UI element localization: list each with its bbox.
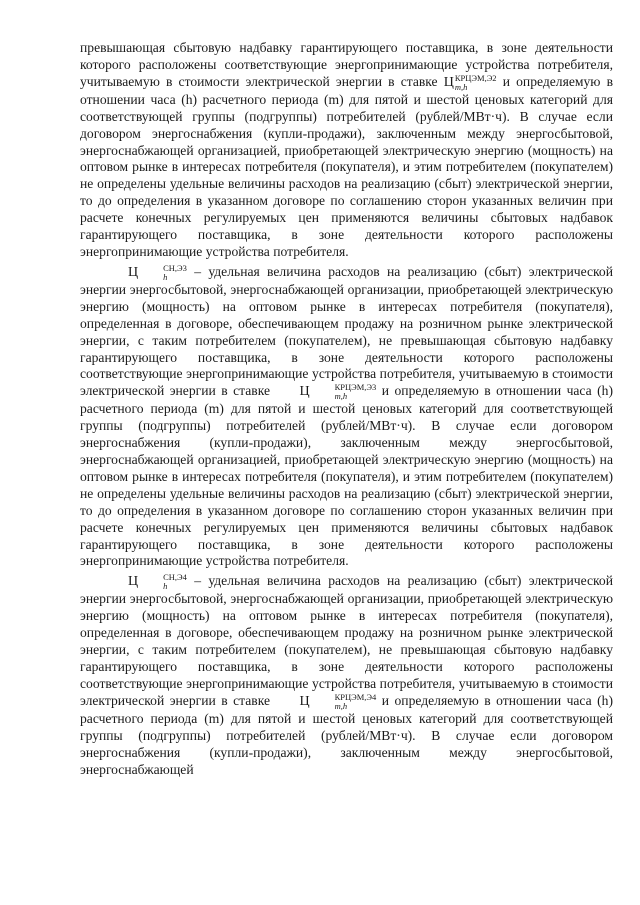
paragraph-1-text-a: превышающая сбытовую надбавку гарантирующего поставщика, в зоне деятельности которого расположены соответствующие энергопринимающие устройства потребителя, учитываемую в стоимости электрической энергии в ставке — [80, 40, 613, 89]
price-symbol-krcem-e3: Ц КРЦЭМ,Э3 m,h — [299, 382, 377, 402]
price-symbol-sn-e4: Ц СН,Э4 h — [128, 572, 187, 592]
paragraph-3 — [80, 573, 613, 778]
paragraph-1-text-b: и определяемую в отношении часа (h) расчетного периода (m) для пятой и шестой ценовых категорий для соответствующей группы (подгруппы) потребителей (рублей/МВт·ч). В случае если договором энергоснабжения (купли-продажи), заключенным между энергосбытовой, энергоснабжающей организацией, приобретающей электрическую энергию (мощность) на оптовом рынке в интересах потребителя (покупателя), и этим потребителем (покупателем) не определены удельные величины расходов на реализацию (сбыт) электрической энергии, то до определения в указанном договоре по соглашению сторон указанных величин при расчете конечных регулируемых цен применяются величины сбытовых надбавок гарантирующего поставщика, в зоне деятельности которого расположены энергопринимающие устройства потребителя. — [80, 73, 613, 259]
price-symbol-krcem-e4: Ц КРЦЭМ,Э4 m,h — [299, 691, 377, 711]
paragraph-2-text-a: – удельная величина расходов на реализацию (сбыт) электрической энергии энергосбытовой, энергоснабжающей организации, приобретающей электрическую энергию (мощность) на оптовом рынке в интересах потребителя (покупателя), определенная в договоре, обеспечивающем продажу на розничном рынке электрической энергии, с таким потребителем (покупателем), не превышающая сбытовую надбавку гарантирующего поставщика, в зоне деятельности которого расположены соответствующие энергопринимающие устройства потребителя, учитываемую в стоимости электрической энергии в ставке — [80, 264, 613, 399]
paragraph-3-text-b: и определяемую в отношении часа (h) расчетного периода (m) для пятой и шестой ценовых категорий для соответствующей группы (подгруппы) потребителей (рублей/МВт·ч). В случае если договором энергоснабжения (купли-продажи), заключенным между энергосбытовой, энергоснабжающей — [80, 692, 613, 777]
paragraph-2-text-b: и определяемую в отношении часа (h) расчетного периода (m) для пятой и шестой ценовых категорий для соответствующей группы (подгруппы) потребителей (рублей/МВт·ч). В случае если договором энергоснабжения (купли-продажи), заключенным между энергосбытовой, энергоснабжающей организацией, приобретающей электрическую энергию (мощность) на оптовом рынке в интересах потребителя (покупателя), и этим потребителем (покупателем) не определены удельные величины расходов на реализацию (сбыт) электрической энергии, то до определения в указанном договоре по соглашению сторон указанных величин при расчете конечных регулируемых цен применяются величины сбытовых надбавок гарантирующего поставщика, в зоне деятельности которого расположены энергопринимающие устройства потребителя. — [80, 383, 613, 569]
document-page — [80, 40, 613, 781]
price-symbol-krcem-e2: Ц КРЦЭМ,Э2 m,h — [443, 72, 497, 92]
paragraph-3-text-a: – удельная величина расходов на реализацию (сбыт) электрической энергии энергосбытовой, энергоснабжающей организации, приобретающей электрическую энергию (мощность) на оптовом рынке в интересах потребителя (покупателя), определенная в договоре, обеспечивающем продажу на розничном рынке электрической энергии, с таким потребителем (покупателем), не превышающая сбытовую надбавку гарантирующего поставщика, в зоне деятельности которого расположены соответствующие энергопринимающие устройства потребителя, учитываемую в стоимости электрической энергии в ставке — [80, 573, 613, 708]
price-symbol-sn-e3: Ц СН,Э3 h — [128, 262, 187, 282]
paragraph-1 — [80, 40, 613, 261]
paragraph-2 — [80, 264, 613, 571]
